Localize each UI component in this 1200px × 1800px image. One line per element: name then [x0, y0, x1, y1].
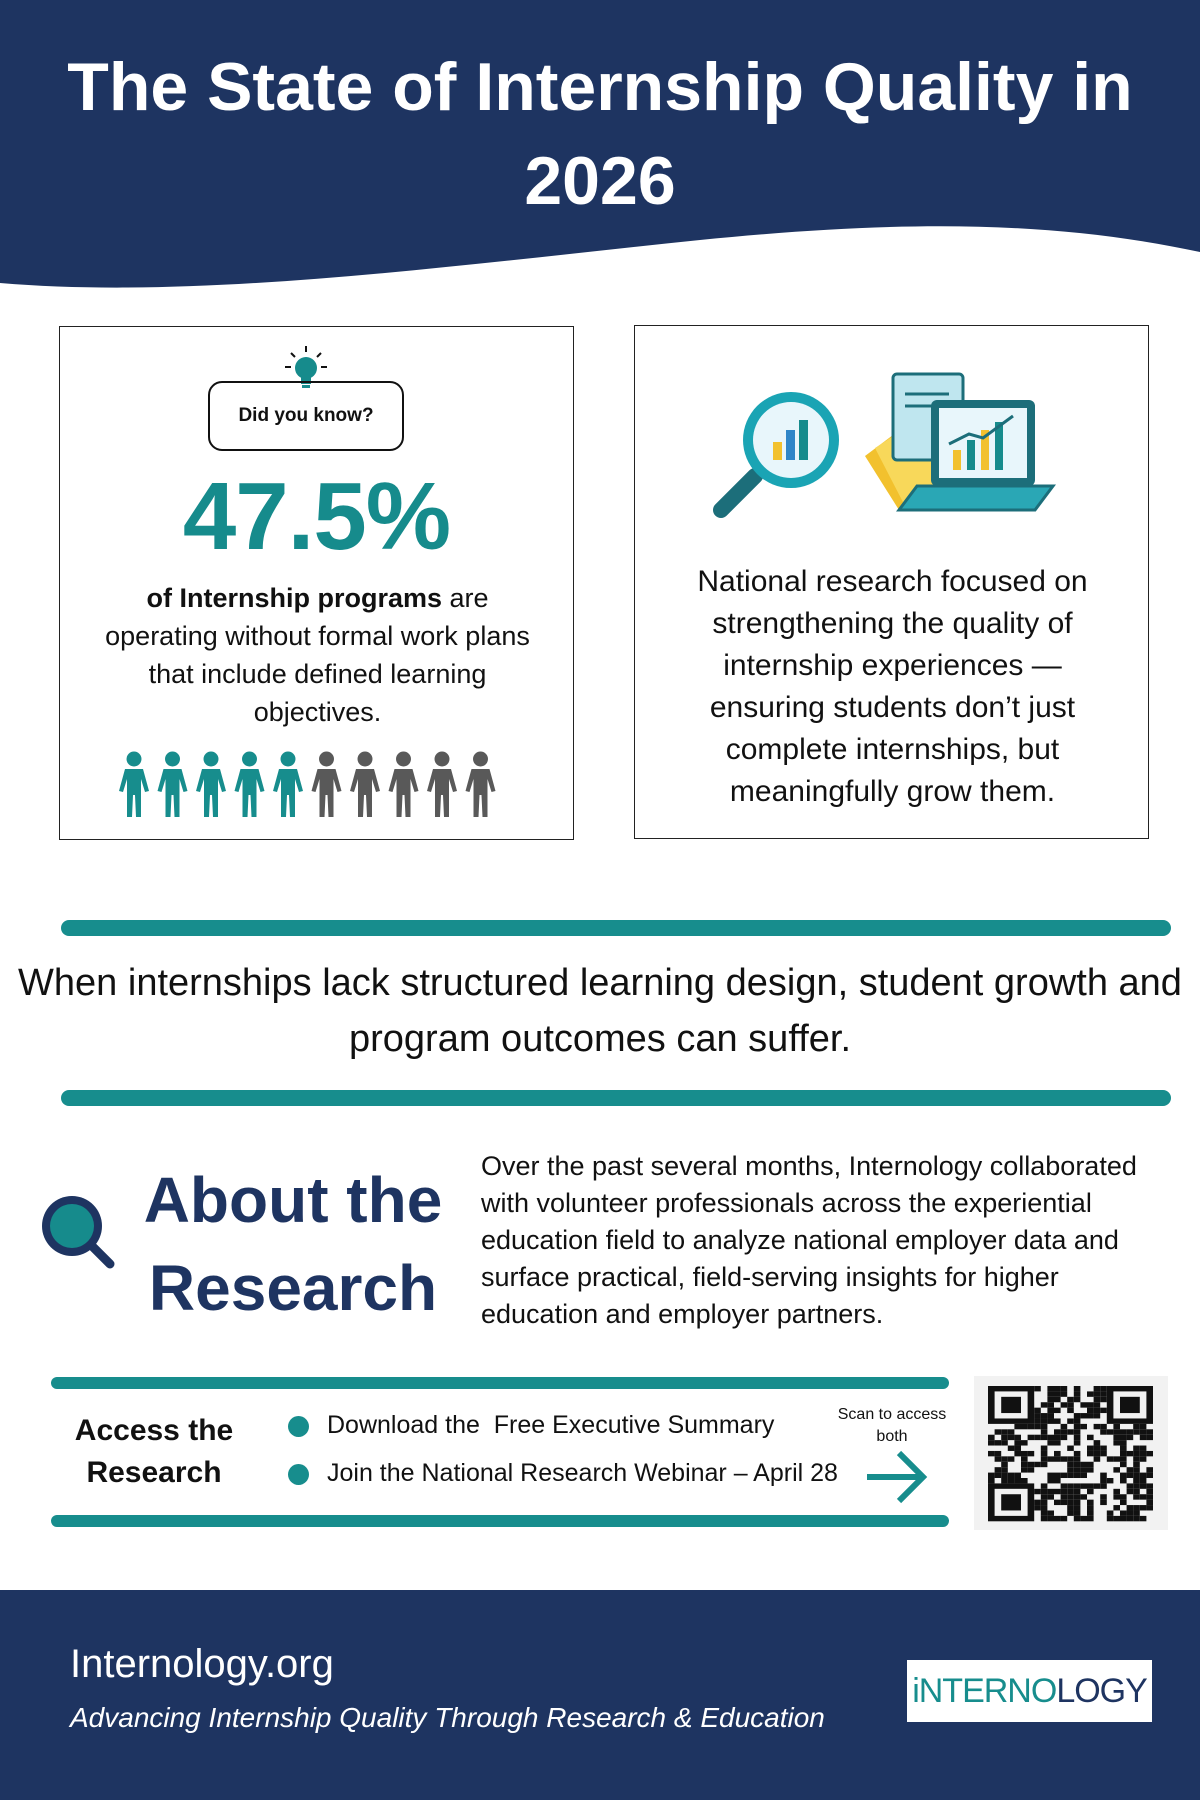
- statistic-description-bold: of Internship programs: [146, 583, 442, 613]
- magnifier-icon: [36, 1190, 116, 1270]
- person-icon: [427, 752, 457, 818]
- header: [0, 0, 1200, 300]
- person-icon: [312, 752, 342, 818]
- person-icon-highlighted: [196, 752, 226, 818]
- access-item-executive-summary[interactable]: [288, 1408, 848, 1442]
- access-item-webinar[interactable]: [288, 1456, 848, 1490]
- did-you-know-card: [59, 326, 574, 840]
- person-icon-highlighted: [273, 752, 303, 818]
- logo-text-navy: LOGY: [1056, 1672, 1147, 1710]
- person-icon: [350, 752, 380, 818]
- people-pictogram: [116, 751, 502, 819]
- tagline: Advancing Internship Quality Through Research & Education: [70, 1702, 825, 1733]
- person-icon: [466, 752, 496, 818]
- research-intro-text: National research focused on strengthening the quality of internship experiences — ensuring students don’t just complete internships, but meaningfully grow them.: [697, 565, 1088, 808]
- person-icon-highlighted: [235, 752, 265, 818]
- arrow-right-icon: [865, 1448, 929, 1506]
- headline-statistic: 47.5%: [182, 463, 451, 570]
- magnifier-chart-icon: [721, 392, 839, 510]
- person-icon-highlighted: [158, 752, 188, 818]
- bullet-dot: [288, 1464, 309, 1485]
- logo-text-teal: iNTERNO: [912, 1672, 1057, 1710]
- research-intro-card: [634, 325, 1149, 839]
- access-divider-bottom: [51, 1515, 949, 1527]
- bullet-dot: [288, 1416, 309, 1437]
- key-message: When internships lack structured learning design, student growth and program outcomes can suffer.: [18, 962, 1182, 1060]
- laptop-report-icon: [865, 374, 1053, 510]
- qr-code[interactable]: [974, 1376, 1168, 1530]
- statistic-description: [100, 579, 535, 731]
- did-you-know-badge: Did you know?: [208, 381, 404, 451]
- statistic-description-rest: are operating without formal work plans that include defined learning objectives.: [105, 583, 530, 727]
- about-title: About the Research: [143, 1164, 443, 1324]
- person-icon: [389, 752, 419, 818]
- divider-top: [61, 920, 1171, 936]
- access-title: Access the Research: [74, 1414, 234, 1489]
- access-item-label: Join the National Research Webinar – April 28: [327, 1459, 838, 1487]
- divider-bottom: [61, 1090, 1171, 1106]
- footer: [0, 1590, 1200, 1800]
- access-item-label: Download the Free Executive Summary: [327, 1411, 775, 1439]
- internology-logo: [907, 1660, 1152, 1722]
- access-divider-top: [51, 1377, 949, 1389]
- person-icon-highlighted: [119, 752, 149, 818]
- scan-label: Scan to access both: [837, 1406, 947, 1445]
- page-title: The State of Internship Quality in 2026: [67, 49, 1133, 219]
- website-link[interactable]: Internology.org: [70, 1642, 334, 1686]
- research-illustration: [713, 360, 1073, 530]
- about-body: Over the past several months, Internology collaborated with volunteer professionals across the experiential education field to analyze national employer data and surface practical, field-serving insights for higher education and employer partners.: [481, 1151, 1137, 1329]
